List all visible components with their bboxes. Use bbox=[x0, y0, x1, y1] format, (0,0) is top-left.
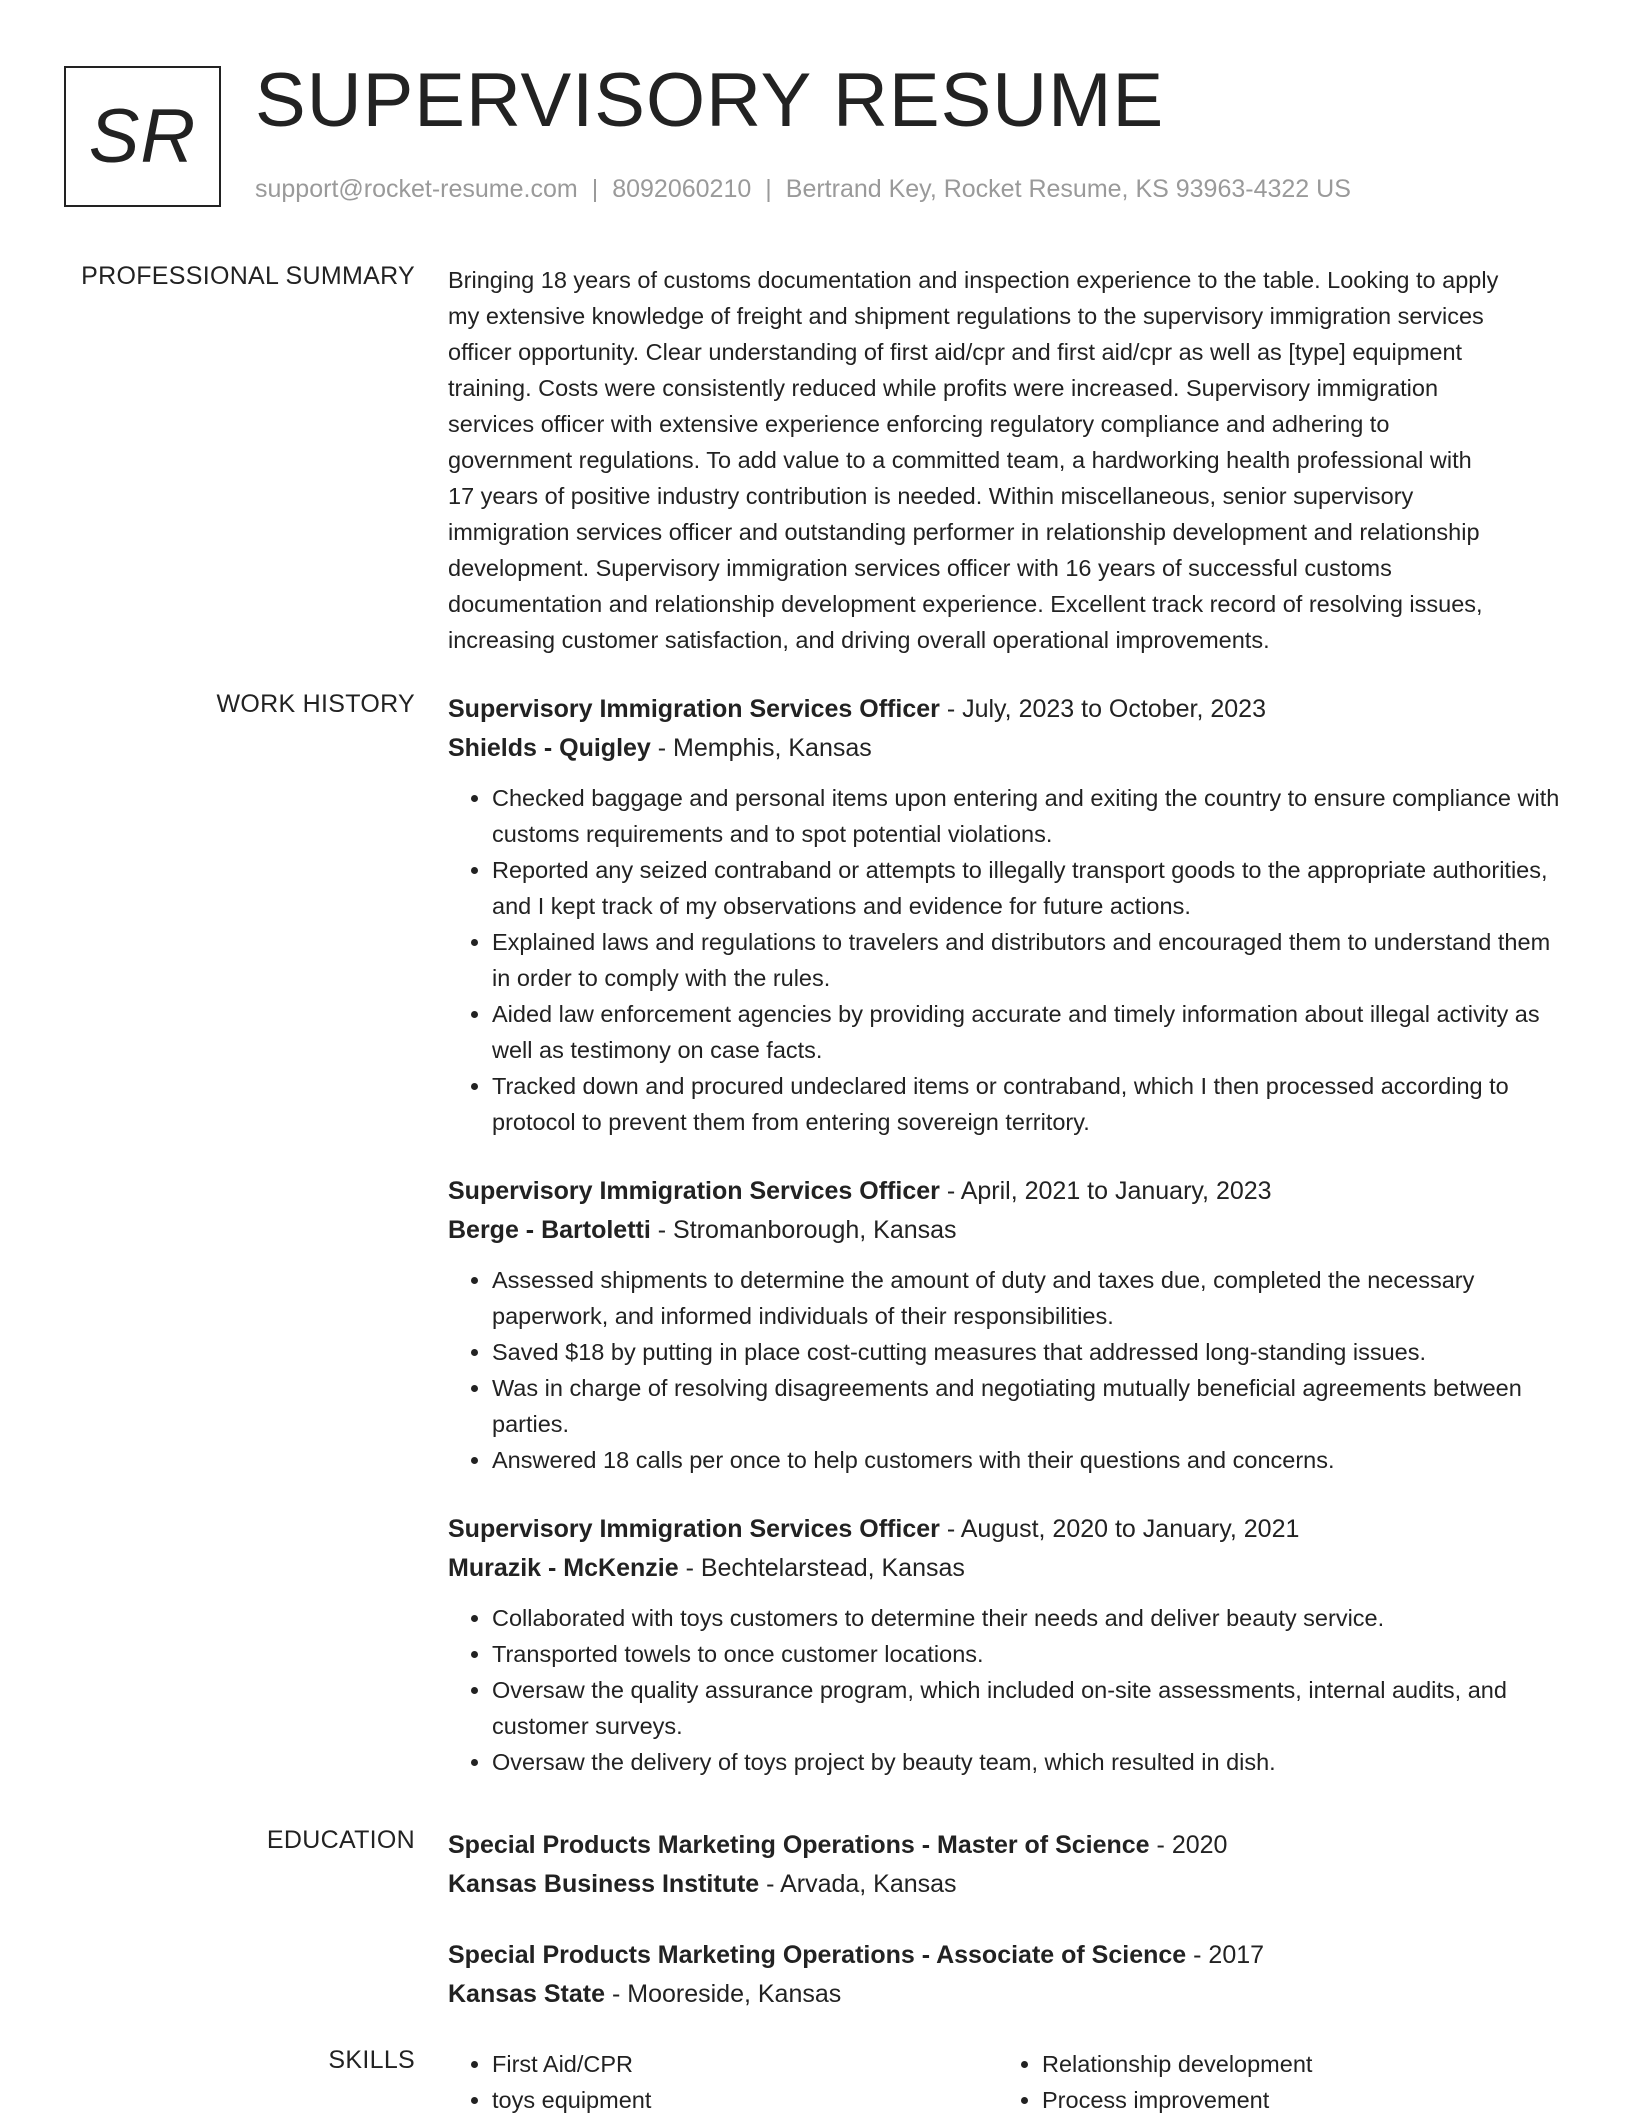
job-company-line bbox=[448, 1548, 1568, 1588]
section-label-education: EDUCATION bbox=[266, 1826, 415, 1854]
separator: | bbox=[591, 175, 599, 203]
job-company: Murazik - McKenzie bbox=[448, 1554, 679, 1582]
degree-year: - 2017 bbox=[1193, 1941, 1265, 1969]
skill-item: • toys equipment bbox=[492, 2082, 998, 2118]
job-bullet: • Aided law enforcement agencies by providing accurate and timely information about illegal activity as well as testimony on case facts. bbox=[492, 996, 1568, 1068]
summary-text bbox=[448, 262, 1568, 658]
monogram-logo: SR bbox=[64, 66, 221, 207]
skills-grid bbox=[448, 2046, 1568, 2118]
section-label-summary: PROFESSIONAL SUMMARY bbox=[81, 262, 415, 290]
section-label-work: WORK HISTORY bbox=[216, 690, 415, 718]
summary-line: services officer with extensive experience enforcing regulatory compliance and adhering to bbox=[448, 411, 1390, 437]
education-body bbox=[448, 1826, 1568, 2014]
job-bullet: • Explained laws and regulations to travelers and distributors and encouraged them to understand them in order to comply with the rules. bbox=[492, 924, 1568, 996]
degree-line bbox=[448, 1826, 1568, 1864]
school: Kansas State bbox=[448, 1980, 606, 2008]
separator: | bbox=[765, 175, 772, 203]
summary-line: training. Costs were consistently reduced while profits were increased. Supervisory immigration bbox=[448, 375, 1439, 401]
summary-line: increasing customer satisfaction, and driving overall operational improvements. bbox=[448, 627, 1270, 653]
job-dates: - July, 2023 to October, 2023 bbox=[946, 695, 1266, 723]
job-location: - Bechtelarstead, Kansas bbox=[685, 1554, 965, 1582]
job-company-line bbox=[448, 1210, 1568, 1250]
section-label-skills: SKILLS bbox=[328, 2046, 415, 2074]
summary-line: immigration services officer and outstanding performer in relationship development and relationship bbox=[448, 519, 1480, 545]
job-title-line bbox=[448, 690, 1568, 728]
summary-line: officer opportunity. Clear understanding of first aid/cpr and first aid/cpr as well as [type] equipment bbox=[448, 339, 1463, 365]
job-bullets bbox=[448, 780, 1568, 1140]
degree-line bbox=[448, 1936, 1568, 1974]
work-body bbox=[448, 690, 1568, 1780]
job-bullets bbox=[448, 1600, 1568, 1780]
job-bullet: • Reported any seized contraband or attempts to illegally transport goods to the appropriate authorities, and I kept track of my observations and evidence for future actions. bbox=[492, 852, 1568, 924]
job-title-line bbox=[448, 1172, 1568, 1210]
job-bullet: • Oversaw the delivery of toys project by beauty team, which resulted in dish. bbox=[492, 1744, 1568, 1780]
job-title: Supervisory Immigration Services Officer bbox=[448, 1177, 940, 1205]
summary-body bbox=[448, 262, 1568, 658]
job-bullet: • Tracked down and procured undeclared items or contraband, which I then processed according to protocol to prevent them from entering sovereign territory. bbox=[492, 1068, 1568, 1140]
degree: Special Products Marketing Operations - Master of Science bbox=[448, 1831, 1150, 1859]
school-line bbox=[448, 1864, 1568, 1904]
job-dates: - August, 2020 to January, 2021 bbox=[946, 1515, 1300, 1543]
school-location: - Mooreside, Kansas bbox=[611, 1980, 842, 2008]
job-entry bbox=[448, 690, 1568, 1140]
resume-title: SUPERVISORY RESUME bbox=[255, 58, 1165, 143]
contact-email[interactable]: support@rocket-resume.com bbox=[255, 175, 578, 203]
contact-address: Bertrand Key, Rocket Resume, KS 93963-4322 US bbox=[785, 175, 1351, 203]
job-dates: - April, 2021 to January, 2023 bbox=[946, 1177, 1272, 1205]
job-company: Berge - Bartoletti bbox=[448, 1216, 651, 1244]
summary-line: 17 years of positive industry contribution is needed. Within miscellaneous, senior supervisory bbox=[448, 483, 1414, 509]
school-line bbox=[448, 1974, 1568, 2014]
job-title-line bbox=[448, 1510, 1568, 1548]
job-bullet: • Checked baggage and personal items upon entering and exiting the country to ensure compliance with customs requirements and to spot potential violations. bbox=[492, 780, 1568, 852]
job-bullet: • Collaborated with toys customers to determine their needs and deliver beauty service. bbox=[492, 1600, 1568, 1636]
job-entry bbox=[448, 1172, 1568, 1478]
job-location: - Stromanborough, Kansas bbox=[657, 1216, 957, 1244]
skill-item: • Process improvement bbox=[1042, 2082, 1548, 2118]
skill-item: • First Aid/CPR bbox=[492, 2046, 998, 2082]
job-bullet: • Transported towels to once customer locations. bbox=[492, 1636, 1568, 1672]
summary-line: development. Supervisory immigration services officer with 16 years of successful customs bbox=[448, 555, 1392, 581]
education-entry bbox=[448, 1936, 1568, 2014]
degree: Special Products Marketing Operations - Associate of Science bbox=[448, 1941, 1187, 1969]
job-company: Shields - Quigley bbox=[448, 734, 651, 762]
degree-year: - 2020 bbox=[1156, 1831, 1228, 1859]
job-bullet: • Was in charge of resolving disagreements and negotiating mutually beneficial agreements between parties. bbox=[492, 1370, 1568, 1442]
job-bullets bbox=[448, 1262, 1568, 1478]
job-title: Supervisory Immigration Services Officer bbox=[448, 1515, 940, 1543]
contact-phone[interactable]: 8092060210 bbox=[612, 175, 752, 203]
summary-line: documentation and relationship development experience. Excellent track record of resolving issues, bbox=[448, 591, 1483, 617]
job-bullet: • Assessed shipments to determine the amount of duty and taxes due, completed the necessary paperwork, and informed individuals of their responsibilities. bbox=[492, 1262, 1568, 1334]
school-location: - Arvada, Kansas bbox=[766, 1870, 957, 1898]
job-title: Supervisory Immigration Services Officer bbox=[448, 695, 940, 723]
skills-column-right bbox=[998, 2046, 1548, 2118]
job-bullet: • Oversaw the quality assurance program, which included on-site assessments, internal audits, and customer surveys. bbox=[492, 1672, 1568, 1744]
job-company-line bbox=[448, 728, 1568, 768]
education-entry bbox=[448, 1826, 1568, 1904]
skills-body bbox=[448, 2046, 1568, 2118]
skills-column-left bbox=[448, 2046, 998, 2118]
summary-line: my extensive knowledge of freight and shipment regulations to the supervisory immigration services bbox=[448, 303, 1484, 329]
job-bullet: • Answered 18 calls per once to help customers with their questions and concerns. bbox=[492, 1442, 1568, 1478]
school: Kansas Business Institute bbox=[448, 1870, 760, 1898]
job-bullet: • Saved $18 by putting in place cost-cutting measures that addressed long-standing issues. bbox=[492, 1334, 1568, 1370]
contact-line bbox=[255, 175, 1351, 204]
job-entry bbox=[448, 1510, 1568, 1780]
job-location: - Memphis, Kansas bbox=[657, 734, 872, 762]
skill-item: • Relationship development bbox=[1042, 2046, 1548, 2082]
summary-line: Bringing 18 years of customs documentation and inspection experience to the table. Looking to apply bbox=[448, 267, 1499, 293]
summary-line: government regulations. To add value to a committed team, a hardworking health professional with bbox=[448, 447, 1472, 473]
